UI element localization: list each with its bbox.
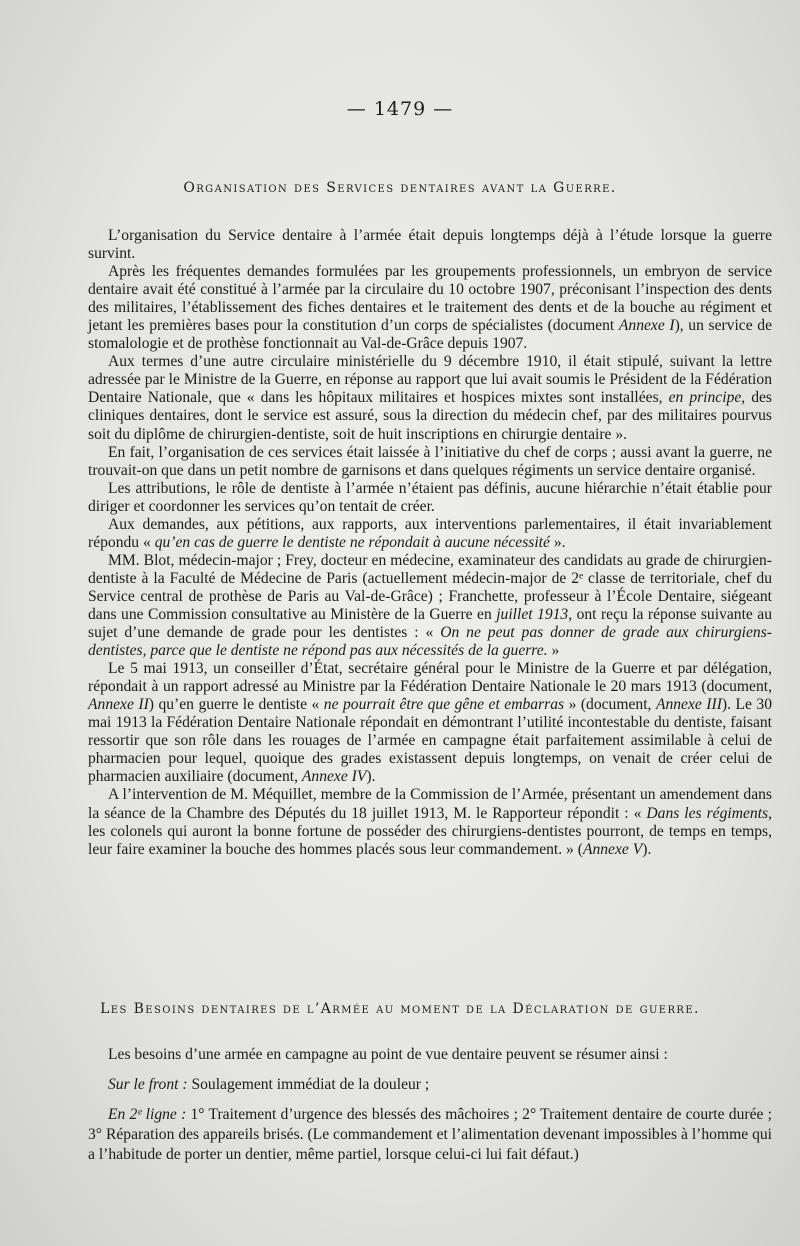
paragraph [88,227,772,263]
text-segment: ) qu’en guerre le dentiste « [148,696,324,714]
paragraph [88,552,772,660]
text-segment: ). [642,840,652,858]
text-segment: » (document, [564,696,656,714]
italic-text: en principe [668,389,742,407]
italic-text: Sur le front : [108,1076,188,1093]
italic-text: ne pourrait être que gêne et embarras [323,696,565,714]
text-segment: Le 5 mai 1913, un conseiller d’État, secrétaire général pour le Ministre de la Guerre et par délégation, répondait à un rapport adressé au Ministre par la Fédération Dentaire Nationale le 20 mars 1913 (document, [88,660,772,696]
text-segment: ). [366,768,376,786]
paragraph [88,1105,772,1165]
page-number: — 1479 — [346,98,454,120]
section-heading-organisation: Organisation des Services dentaires avant la Guerre. [183,180,617,196]
italic-text: On ne peut pas donner de grade aux chirurgiens-dentistes, parce que le dentiste ne répond pas aux nécessités de la guerre. [88,624,772,660]
paragraph [88,353,772,443]
section-heading-besoins: Les Besoins dentaires de l’Armée au moment de la Déclaration de guerre. [100,1001,700,1017]
text-segment: L’organisation du Service dentaire à l’armée était depuis longtemps déjà à l’étude lorsque la guerre survint. [88,227,772,263]
text-segment: Les besoins d’une armée en campagne au point de vue dentaire peuvent se résumer ainsi : [108,1046,668,1063]
text-segment: En fait, l’organisation de ces services était laissée à l’initiative du chef de corps ; aussi avant la guerre, ne trouvait-on que dans un petit nombre de garnisons et dans quelques régiments un service dentaire organisé. [88,443,772,479]
italic-text: Annexe II [88,696,149,714]
text-segment: A l’intervention de M. Méquillet, membre de la Commission de l’Armée, présentant un amendement dans la séance de la Chambre des Députés du 18 juillet 1913, M. le Rapporteur répondit : « [88,786,772,822]
text-segment: , ont reçu la réponse suivante au sujet d’une demande de grade pour les dentistes : « [88,605,772,642]
text-segment: , des cliniques dentaires, dont le service est assuré, sous la direction du médecin chef, par des militaires pourvus soit du diplôme de chirurgien-dentiste, soit de huit inscriptions en chirurgie dentaire ». [88,389,772,443]
text-segment: » [547,642,560,660]
paragraph [88,1045,772,1065]
italic-text: Annexe I [618,317,675,335]
paragraph [88,1075,772,1095]
section-body-besoins [88,1045,772,1175]
italic-text: Annexe V [582,840,643,858]
italic-text: Annexe III [655,696,722,714]
text-segment: Après les fréquentes demandes formulées par les groupements professionnels, un embryon de service dentaire avait été constitué à l’armée par la circulaire du 10 octobre 1907, préconisant l’inspection des dents des militaires, l’établissement des fiches dentaires et le traitement des dents et de la bouche au régiment et jetant les premières bases pour la constitution d’un corps de spécialistes (document [88,263,772,335]
paragraph [88,786,772,858]
text-segment: Soulagement immédiat de la douleur ; [187,1076,430,1093]
text-segment: ». [549,533,566,551]
text-segment: Les attributions, le rôle de dentiste à l’armée n’étaient pas définis, aucune hiérarchie n’était établie pour diriger et coordonner les services qu’on tentait de créer. [88,479,772,515]
italic-text: Annexe IV [301,768,367,786]
paragraph [88,516,772,552]
paragraph [88,444,772,480]
italic-text: juillet 1913 [496,605,569,623]
italic-text: En 2ᵉ ligne : [108,1106,187,1123]
text-segment: Aux demandes, aux pétitions, aux rapports, aux interventions parlementaires, il était invariablement répondu « [88,515,772,551]
text-segment: 1° Traitement d’urgence des blessés des mâchoires ; 2° Traitement dentaire de courte durée ; 3° Réparation des appareils brisés. (Le commandement et l’alimentation devenant impossibles à l’homme qui a l’habitude de porter un dentier, même partiel, lorsque celui-ci lui fait défaut.) [88,1106,772,1163]
section-body-organisation [88,227,772,859]
text-segment: Aux termes d’une autre circulaire ministérielle du 9 décembre 1910, il était stipulé, suivant la lettre adressée par le Ministre de la Guerre, en réponse au rapport que lui avait soumis le Président de la Fédération Dentaire Nationale, que « dans les hôpitaux militaires et hospices mixtes sont installées, [88,353,772,407]
text-segment: , les colonels qui auront la bonne fortune de posséder des chirurgiens-dentistes pourront, de temps en temps, leur faire examiner la bouche des hommes placés sous leur commandement. » ( [88,804,773,858]
italic-text: Dans les régiments [646,804,769,822]
italic-text: qu’en cas de guerre le dentiste ne répondait à aucune nécessité [154,533,550,551]
text-segment: ). Le 30 mai 1913 la Fédération Dentaire Nationale répondait en démontrant l’utilité incontestable du dentiste, faisant ressortir que son rôle dans les rouages de l’armée en campagne était parfaitement assimilable à celui de pharmacien pour lequel, quoique des grades existassent depuis longtemps, on venait de créer celui de pharmacien auxiliaire (document, [88,696,773,786]
paragraph [88,263,772,353]
paragraph [88,660,772,786]
text-segment: MM. Blot, médecin-major ; Frey, docteur en médecine, examinateur des candidats au grade de chirurgien-dentiste à la Faculté de Médecine de Paris (actuellement médecin-major de 2ᵉ classe de territoriale, chef du Service central de prothèse de Paris au Val-de-Grâce) ; Franchette, professeur à l’École Dentaire, siégeant dans une Commission consultative au Ministère de la Guerre en [88,551,772,623]
text-segment: ), un service de stomalologie et de prothèse fonctionnait au Val-de-Grâce depuis 1907. [88,317,772,353]
paragraph [88,480,772,516]
